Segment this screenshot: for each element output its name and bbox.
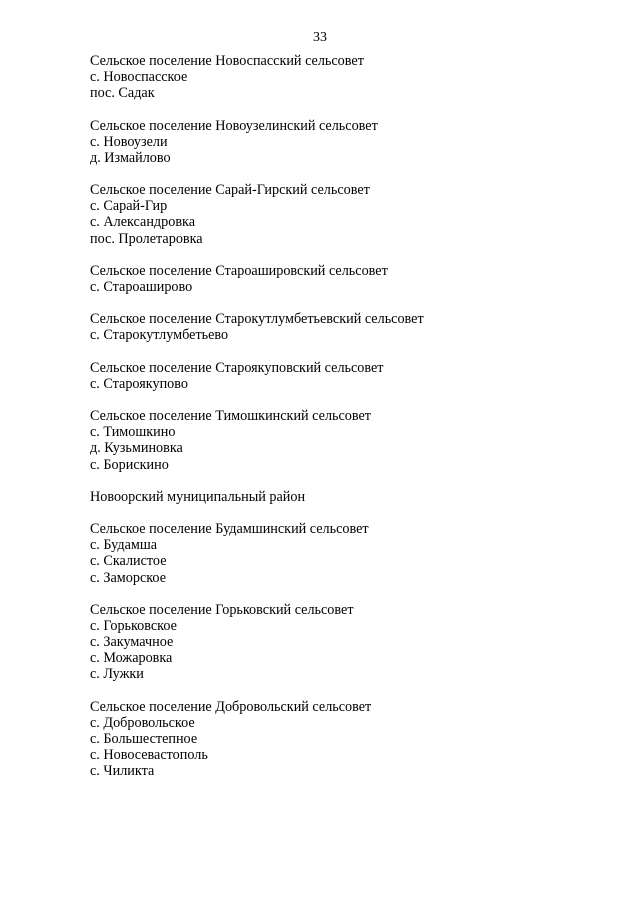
- locality-item: с. Старокутлумбетьево: [90, 327, 229, 344]
- settlement-block: [90, 182, 610, 247]
- locality-item: с. Заморское: [90, 569, 166, 586]
- locality-item: пос. Пролетаровка: [90, 230, 203, 247]
- locality-item: с. Горьковское: [90, 617, 177, 634]
- locality-item: с. Можаровка: [90, 650, 173, 667]
- document-body: [90, 53, 610, 779]
- settlement-heading: Сельское поселение Добровольский сельсовет: [90, 698, 372, 715]
- locality-item: с. Чиликта: [90, 763, 155, 780]
- locality-item: с. Добровольское: [90, 714, 195, 731]
- locality-item: с. Александровка: [90, 214, 195, 231]
- settlement-heading: Сельское поселение Новоузелинский сельсовет: [90, 117, 378, 134]
- locality-item: с. Новосевастополь: [90, 747, 208, 764]
- locality-item: с. Лужки: [90, 666, 144, 683]
- settlement-block: [90, 311, 610, 343]
- settlement-heading: Сельское поселение Сарай-Гирский сельсовет: [90, 182, 370, 199]
- district-heading: Новоорский муниципальный район: [90, 488, 306, 505]
- locality-item: с. Борискино: [90, 456, 169, 473]
- settlement-heading: Сельское поселение Горьковский сельсовет: [90, 601, 354, 618]
- settlement-block: [90, 408, 610, 473]
- settlement-heading: Сельское поселение Староякуповский сельсовет: [90, 359, 384, 376]
- settlement-heading: Сельское поселение Староашировский сельсовет: [90, 262, 388, 279]
- settlement-block: [90, 360, 610, 392]
- locality-item: с. Закумачное: [90, 634, 174, 651]
- page-number: 33: [313, 30, 327, 45]
- locality-item: с. Большестепное: [90, 730, 198, 747]
- settlement-heading: Сельское поселение Тимошкинский сельсовет: [90, 408, 371, 425]
- locality-item: д. Кузьминовка: [90, 440, 183, 457]
- settlement-block: [90, 263, 610, 295]
- locality-item: с. Староякупово: [90, 375, 188, 392]
- locality-item: с. Новоузели: [90, 133, 168, 150]
- settlement-block: [90, 521, 610, 586]
- settlement-heading: Сельское поселение Будамшинский сельсовет: [90, 521, 369, 538]
- settlement-heading: Сельское поселение Старокутлумбетьевский сельсовет: [90, 311, 424, 328]
- locality-item: с. Сарай-Гир: [90, 198, 168, 215]
- locality-item: с. Староаширово: [90, 278, 193, 295]
- district-heading-block: [90, 489, 610, 505]
- locality-item: д. Измайлово: [90, 149, 171, 166]
- settlement-heading: Сельское поселение Новоспасский сельсовет: [90, 53, 364, 69]
- settlement-block: [90, 699, 610, 780]
- settlement-block: [90, 602, 610, 683]
- locality-item: с. Скалистое: [90, 553, 167, 570]
- settlement-block: [90, 53, 610, 101]
- locality-item: пос. Садак: [90, 85, 155, 102]
- locality-item: с. Будамша: [90, 537, 158, 554]
- locality-item: с. Тимошкино: [90, 424, 176, 441]
- locality-item: с. Новоспасское: [90, 69, 188, 86]
- settlement-block: [90, 118, 610, 166]
